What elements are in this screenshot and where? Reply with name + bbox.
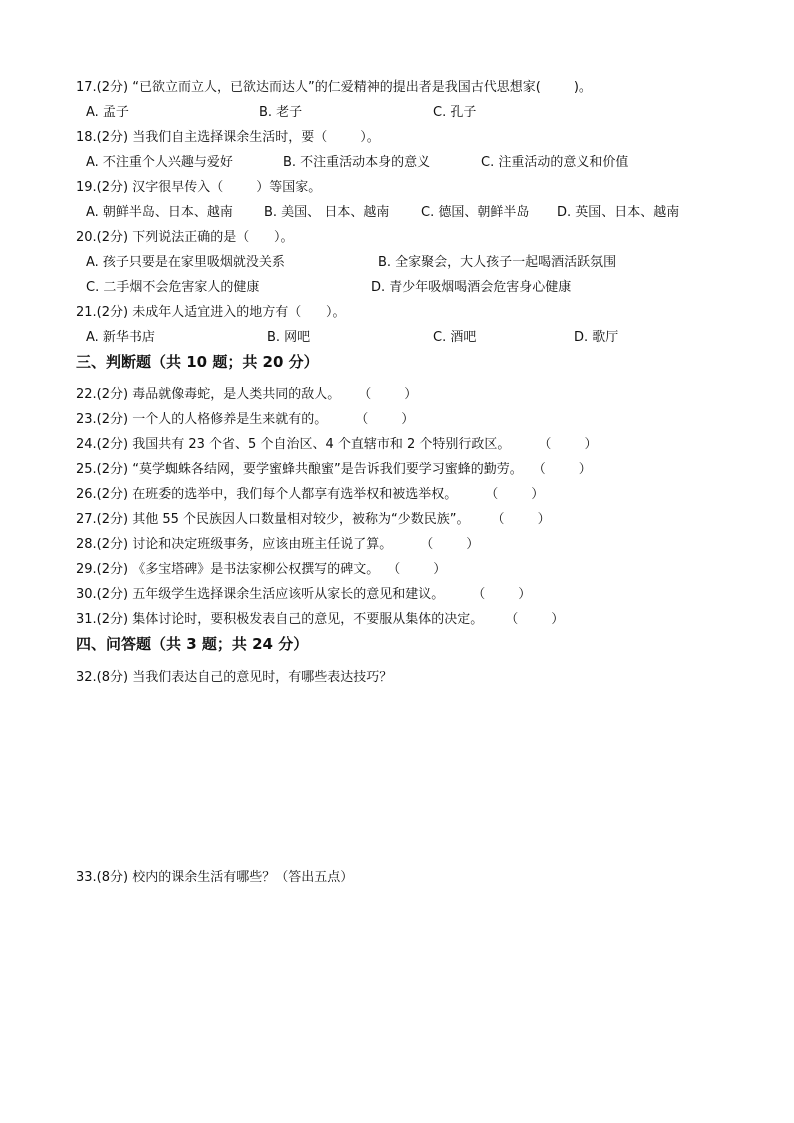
question-number-score: 28.(2分)	[76, 537, 129, 552]
question-text: 其他 55 个民族因人口数量相对较少，被称为“少数民族”。	[132, 512, 470, 527]
option-b: B. 老子	[259, 105, 303, 120]
question-number-score: 30.(2分)	[76, 587, 129, 602]
question-number-score: 32.(8分)	[76, 670, 129, 685]
question-text: 毒品就像毒蛇，是人类共同的敌人。	[132, 387, 341, 402]
question-31	[76, 611, 564, 629]
question-25	[76, 461, 592, 479]
question-20-stem	[76, 229, 294, 247]
option-c: C. 注重活动的意义和价值	[481, 155, 629, 170]
section-3-title: 三、判断题（共 10 题；共 20 分）	[76, 353, 319, 371]
question-number-score: 19.(2分)	[76, 180, 129, 195]
question-number-score: 24.(2分)	[76, 437, 129, 452]
question-20-options-row2	[86, 279, 766, 297]
answer-blank[interactable]: （ ）	[532, 462, 592, 477]
question-17-stem	[76, 79, 592, 97]
option-c: C. 孔子	[433, 105, 477, 120]
question-number-score: 17.(2分)	[76, 80, 129, 95]
question-18-stem	[76, 129, 380, 147]
question-text: 汉字很早传入（ ）等国家。	[132, 180, 322, 195]
answer-area-32[interactable]	[76, 692, 756, 862]
option-c: C. 二手烟不会危害家人的健康	[86, 280, 260, 295]
question-text: 当我们表达自己的意见时，有哪些表达技巧？	[132, 670, 393, 685]
question-number-score: 23.(2分)	[76, 412, 129, 427]
option-c: C. 酒吧	[433, 330, 477, 345]
option-d: D. 青少年吸烟喝酒会危害身心健康	[371, 280, 572, 295]
answer-blank[interactable]: （ ）	[505, 612, 565, 627]
section-4-title: 四、问答题（共 3 题；共 24 分）	[76, 635, 309, 653]
answer-area-33[interactable]	[76, 892, 756, 1092]
question-text: 校内的课余生活有哪些？（答出五点）	[132, 870, 354, 885]
option-a: A. 孩子只要是在家里吸烟就没关系	[86, 255, 285, 270]
question-number-score: 25.(2分)	[76, 462, 129, 477]
question-27	[76, 511, 551, 529]
answer-blank[interactable]: （ ）	[485, 487, 545, 502]
question-number-score: 22.(2分)	[76, 387, 129, 402]
question-text: 《多宝塔碑》是书法家柳公权撰写的碑文。	[132, 562, 380, 577]
question-number-score: 18.(2分)	[76, 130, 129, 145]
question-number-score: 31.(2分)	[76, 612, 129, 627]
question-21-stem	[76, 304, 346, 322]
question-21-options	[86, 329, 766, 347]
option-a: A. 朝鲜半岛、日本、越南	[86, 205, 233, 220]
option-c: C. 德国、朝鲜半岛	[421, 205, 530, 220]
answer-blank[interactable]: （ ）	[491, 512, 551, 527]
question-number-score: 21.(2分)	[76, 305, 129, 320]
question-29	[76, 561, 446, 579]
question-number-score: 29.(2分)	[76, 562, 129, 577]
question-text: 未成年人适宜进入的地方有（ ）。	[132, 305, 346, 320]
question-20-options-row1	[86, 254, 766, 272]
question-text: 我国共有 23 个省、5 个自治区、4 个直辖市和 2 个特别行政区。	[132, 437, 511, 452]
question-19-options	[86, 204, 766, 222]
question-text: 讨论和决定班级事务，应该由班主任说了算。	[132, 537, 393, 552]
question-text: 一个人的人格修养是生来就有的。	[132, 412, 328, 427]
question-text: “已欲立而立人，已欲达而达人”的仁爱精神的提出者是我国古代思想家( )。	[132, 80, 592, 95]
option-d: D. 歌厅	[574, 330, 619, 345]
answer-blank[interactable]: （ ）	[420, 537, 480, 552]
question-19-stem	[76, 179, 321, 197]
question-24	[76, 436, 597, 454]
answer-blank[interactable]: （ ）	[472, 587, 532, 602]
question-text: 在班委的选举中，我们每个人都享有选举权和被选举权。	[132, 487, 458, 502]
option-a: A. 新华书店	[86, 330, 155, 345]
question-text: 集体讨论时，要积极发表自己的意见，不要服从集体的决定。	[132, 612, 484, 627]
option-a: A. 孟子	[86, 105, 129, 120]
question-26	[76, 486, 544, 504]
option-b: B. 不注重活动本身的意义	[283, 155, 431, 170]
answer-blank[interactable]: （ ）	[355, 412, 415, 427]
question-text: 下列说法正确的是（ ）。	[132, 230, 294, 245]
question-number-score: 26.(2分)	[76, 487, 129, 502]
option-b: B. 美国、 日本、越南	[264, 205, 390, 220]
question-17-options	[86, 104, 766, 122]
option-b: B. 全家聚会，大人孩子一起喝酒活跃氛围	[378, 255, 617, 270]
question-number-score: 20.(2分)	[76, 230, 129, 245]
question-number-score: 27.(2分)	[76, 512, 129, 527]
question-text: “莫学蜘蛛各结网，要学蜜蜂共酿蜜”是告诉我们要学习蜜蜂的勤劳。	[132, 462, 523, 477]
option-b: B. 网吧	[267, 330, 311, 345]
question-32	[76, 669, 392, 687]
answer-blank[interactable]: （ ）	[538, 437, 598, 452]
question-28	[76, 536, 479, 554]
option-d: D. 英国、日本、越南	[557, 205, 680, 220]
answer-blank[interactable]: （ ）	[387, 562, 447, 577]
question-18-options	[86, 154, 766, 172]
answer-blank[interactable]: （ ）	[358, 387, 418, 402]
question-text: 当我们自主选择课余生活时，要（ ）。	[132, 130, 380, 145]
question-30	[76, 586, 531, 604]
option-a: A. 不注重个人兴趣与爱好	[86, 155, 233, 170]
question-text: 五年级学生选择课余生活应该听从家长的意见和建议。	[132, 587, 445, 602]
question-number-score: 33.(8分)	[76, 870, 129, 885]
question-33	[76, 869, 353, 887]
question-23	[76, 411, 414, 429]
question-22	[76, 386, 417, 404]
